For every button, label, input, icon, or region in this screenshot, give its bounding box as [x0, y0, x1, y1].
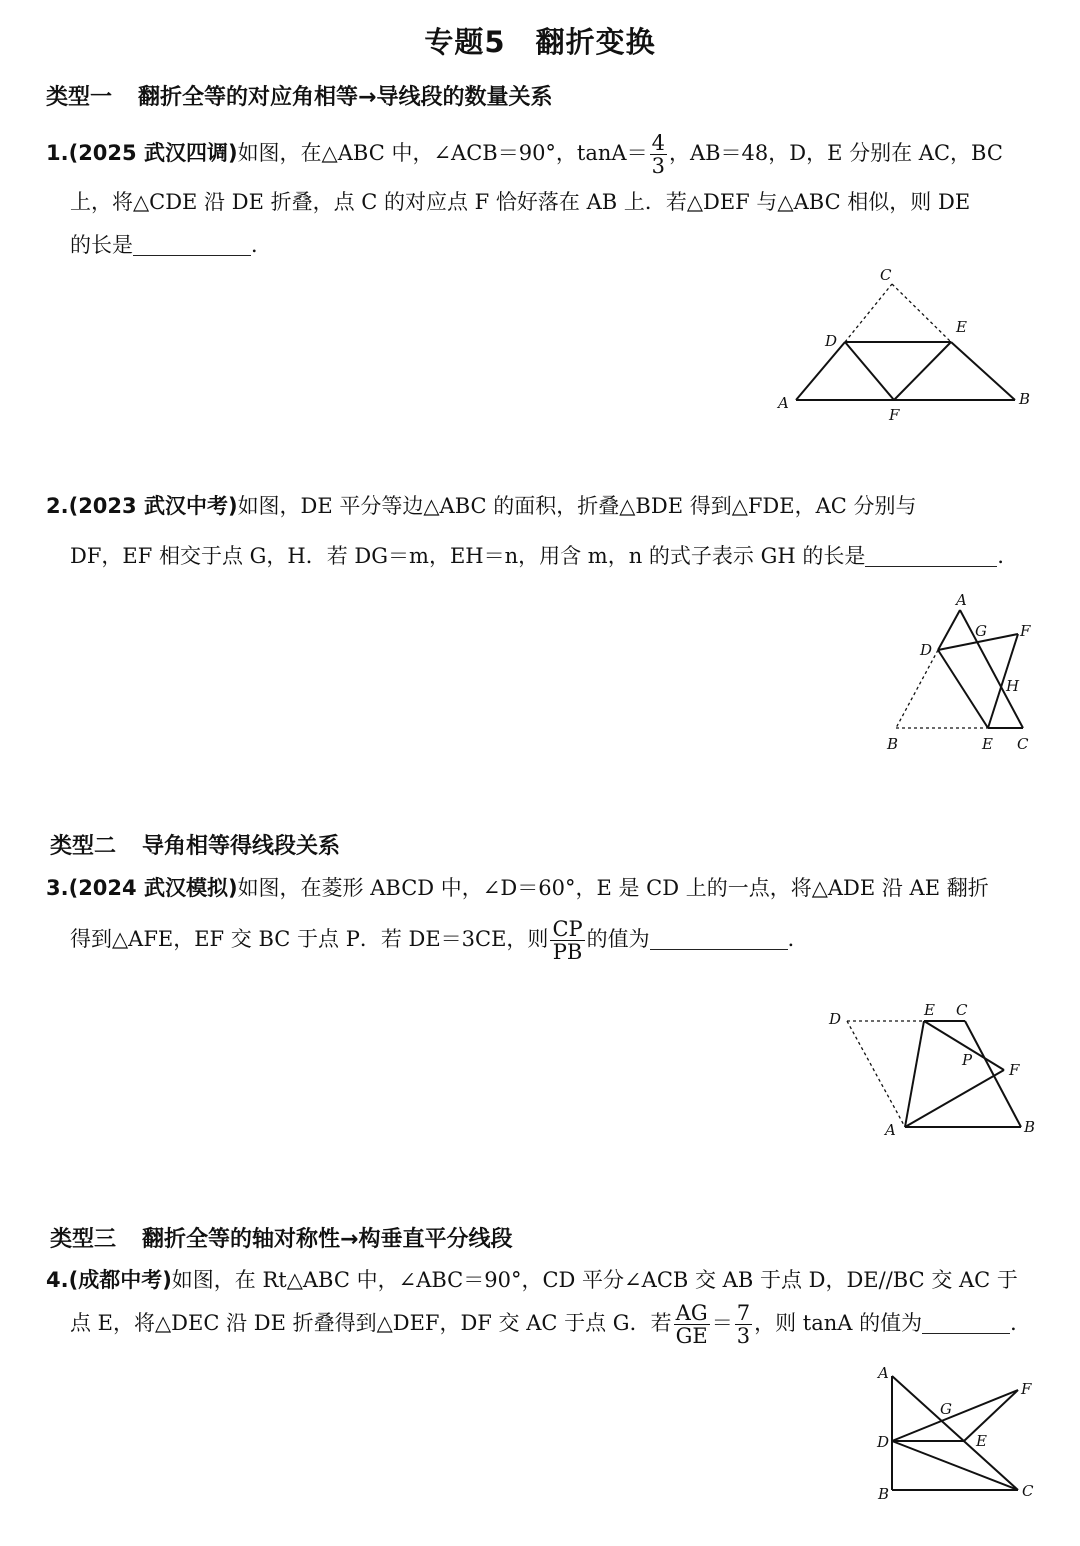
section-text: 导角相等得线段关系: [142, 834, 341, 859]
figure-1: [770, 262, 1040, 432]
fig1-dash-CE: [892, 284, 951, 342]
fig1-line-DF: [845, 342, 894, 400]
fig2-label-G: G: [975, 622, 987, 640]
problem-1-line-2: 上，将△CDE 沿 DE 折叠，点 C 的对应点 F 恰好落在 AB 上．若△DEF 与△ABC 相似，则 DE: [70, 190, 971, 214]
period: ．: [997, 544, 1019, 568]
fig4-label-B: B: [878, 1485, 890, 1503]
fraction-numerator: 7: [736, 1301, 751, 1325]
fig3-label-A: A: [885, 1121, 896, 1139]
problem-number: 1.: [46, 141, 69, 166]
problem-text: ，AB＝48，D，E 分别在 AC，BC: [668, 141, 1003, 166]
problem-text: DF，EF 相交于点 G，H．若 DG＝m，EH＝n，用含 m，n 的式子表示 GH 的长是: [70, 544, 866, 568]
problem-4-line-2: [70, 1302, 1031, 1347]
fig4-line-DC: [892, 1441, 1018, 1490]
fig3-line-AE: [905, 1021, 924, 1127]
page-title: 专题5 翻折变换: [424, 25, 656, 59]
fraction-denominator: GE: [675, 1324, 708, 1349]
problem-2-line-2: [70, 540, 1018, 570]
fig3-label-C: C: [956, 1001, 968, 1019]
fig3-label-E: E: [924, 1001, 935, 1019]
fig4-label-G: G: [940, 1400, 952, 1418]
fig4-line-EF: [964, 1390, 1018, 1441]
problem-text: 如图，在菱形 ABCD 中，∠D＝60°，E 是 CD 上的一点，将△ADE 沿 AE 翻折: [237, 876, 989, 900]
answer-blank[interactable]: [650, 929, 788, 950]
problem-3-line-2: [70, 918, 809, 963]
problem-text: 如图，在△ABC 中，∠ACB＝90°，tanA＝: [237, 141, 648, 166]
problem-source: (成都中考): [68, 1268, 172, 1292]
problem-1-line-3: [70, 229, 272, 259]
problem-source: (2025 武汉四调): [68, 141, 238, 166]
fig1-label-C: C: [880, 266, 892, 284]
problem-1-line-1: [46, 132, 1003, 177]
problem-4-line-1: [46, 1264, 1018, 1294]
problem-number: 3.: [46, 876, 69, 900]
problem-number: 4.: [46, 1268, 69, 1292]
fig1-label-E: E: [956, 318, 967, 336]
fig3-line-AF: [905, 1070, 1004, 1127]
fraction: [550, 918, 584, 963]
problem-text: 得到△AFE，EF 交 BC 于点 P．若 DE＝3CE，则: [70, 927, 549, 952]
fraction-denominator: 3: [736, 1324, 751, 1349]
fig1-label-B: B: [1019, 390, 1031, 408]
fraction-numerator: 4: [651, 131, 665, 155]
fig2-label-A: A: [956, 591, 967, 609]
fig3-label-P: P: [962, 1051, 973, 1069]
fig4-label-C: C: [1022, 1482, 1034, 1500]
fig2-line-AC: [960, 610, 1023, 728]
fig1-dash-DC: [845, 284, 892, 342]
section-label: 类型一: [46, 85, 113, 110]
problem-source: (2024 武汉模拟): [68, 876, 238, 900]
fraction-AG-GE: [674, 1302, 710, 1347]
period: ．: [251, 233, 272, 257]
fig2-label-C: C: [1017, 735, 1029, 753]
fig2-label-B: B: [887, 735, 899, 753]
fraction-numerator: CP: [552, 917, 583, 941]
answer-blank[interactable]: [133, 235, 251, 256]
fig4-label-F: F: [1021, 1380, 1032, 1398]
equals-sign: ＝: [711, 1311, 733, 1336]
fraction-denominator: PB: [552, 940, 583, 965]
section-heading-2: [50, 829, 340, 860]
fig1-label-F: F: [889, 406, 900, 424]
answer-blank[interactable]: [865, 546, 997, 567]
period: ．: [1010, 1311, 1032, 1336]
fig2-line-DE: [938, 650, 988, 728]
fig4-label-D: D: [877, 1433, 890, 1451]
period: ．: [787, 927, 809, 952]
problem-text: 如图，DE 平分等边△ABC 的面积，折叠△BDE 得到△FDE，AC 分别与: [237, 494, 917, 518]
section-text: 翻折全等的对应角相等→导线段的数量关系: [138, 85, 553, 110]
section-text: 翻折全等的轴对称性→构垂直平分线段: [142, 1227, 513, 1252]
fig1-line-EB: [951, 342, 1015, 400]
problem-3-line-1: [46, 872, 989, 902]
fraction: [650, 132, 667, 177]
problem-source: (2023 武汉中考): [68, 494, 238, 518]
fig3-label-B: B: [1024, 1118, 1036, 1136]
problem-text: 如图，在 Rt△ABC 中，∠ABC＝90°，CD 平分∠ACB 交 AB 于点 D，DE//BC 交 AC 于: [171, 1268, 1018, 1292]
fig2-dash-DB: [896, 650, 938, 728]
fig3-dash-DA: [847, 1021, 905, 1127]
fraction-7-3: [735, 1302, 752, 1347]
section-heading-3: [50, 1222, 512, 1253]
fig2-label-H: H: [1006, 677, 1020, 695]
problem-text: 的长是: [70, 233, 133, 257]
fig1-line-FE: [894, 342, 951, 400]
figure-4: [870, 1362, 1050, 1512]
figure-2: [880, 588, 1050, 760]
section-label: 类型二: [50, 834, 117, 859]
problem-text: 的值为: [586, 927, 650, 952]
fig4-label-E: E: [976, 1432, 987, 1450]
problem-2-line-1: [46, 490, 917, 520]
fraction-denominator: 3: [651, 154, 665, 179]
section-label: 类型三: [50, 1227, 117, 1252]
fraction-numerator: AG: [674, 1302, 710, 1325]
answer-blank[interactable]: [922, 1313, 1010, 1334]
fig1-line-AD: [796, 342, 845, 400]
fig2-label-D: D: [920, 641, 933, 659]
fig1-label-D: D: [825, 332, 838, 350]
fig2-line-AD: [938, 610, 960, 650]
section-heading-1: [46, 80, 552, 111]
fig1-label-A: A: [778, 394, 789, 412]
figure-3: [820, 995, 1050, 1145]
fig3-label-F: F: [1009, 1061, 1020, 1079]
fig4-label-A: A: [878, 1364, 889, 1382]
problem-text: ，则 tanA 的值为: [754, 1311, 923, 1336]
problem-number: 2.: [46, 494, 69, 518]
fig2-label-E: E: [982, 735, 993, 753]
problem-text: 点 E，将△DEC 沿 DE 折叠得到△DEF，DF 交 AC 于点 G．若: [70, 1311, 672, 1336]
fig2-label-F: F: [1020, 622, 1031, 640]
fig3-label-D: D: [829, 1010, 842, 1028]
